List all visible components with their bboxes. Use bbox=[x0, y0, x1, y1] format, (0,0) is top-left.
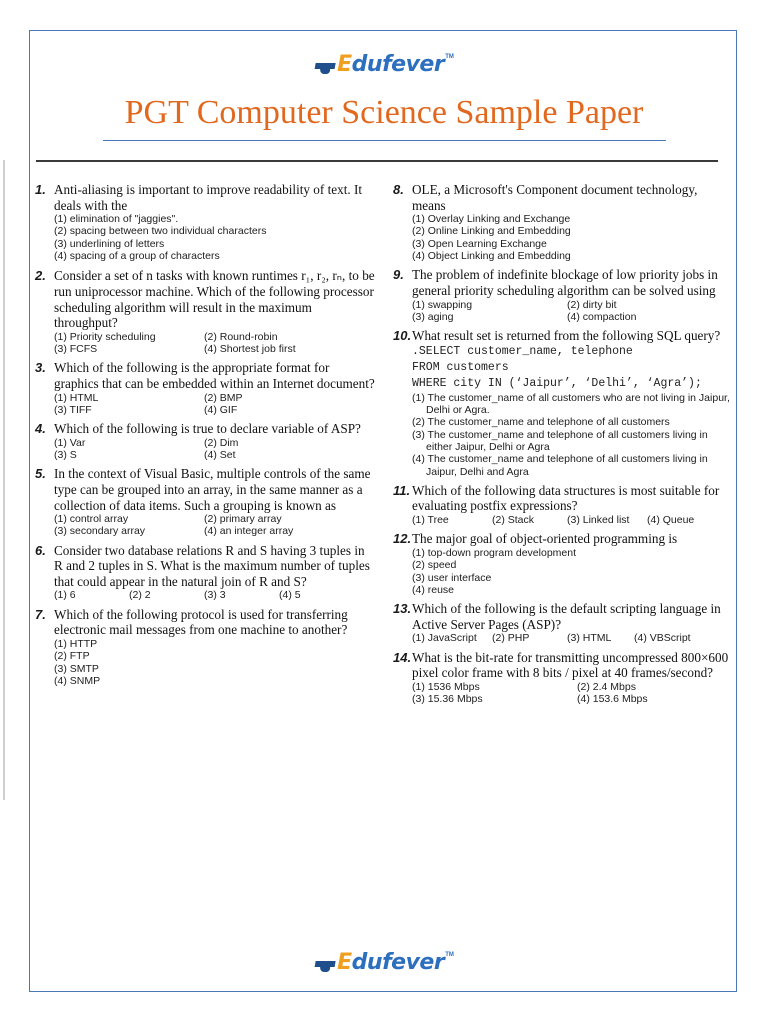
logo-wordmark: Edufever bbox=[337, 52, 445, 77]
option: (1) Var bbox=[54, 436, 86, 449]
option: (4) reuse bbox=[412, 583, 455, 596]
question-text: What result set is returned from the following SQL query? bbox=[412, 328, 721, 344]
trademark-mark: TM bbox=[445, 54, 454, 60]
question-number: 7. bbox=[35, 606, 46, 622]
option: (2) The customer_name and telephone of all customers bbox=[412, 416, 670, 429]
question-text: OLE, a Microsoft's Component document technology, means bbox=[412, 182, 698, 213]
question-2 bbox=[35, 268, 375, 355]
question-text: Which of the following data structures is most suitable for evaluating postfix expressions? bbox=[412, 482, 720, 514]
option: (1) HTTP bbox=[54, 637, 98, 650]
option: (3) underlining of letters bbox=[54, 237, 165, 250]
option: (3) FCFS bbox=[54, 343, 98, 356]
option: (2) Online Linking and Embedding bbox=[412, 225, 571, 238]
option: (1) Priority scheduling bbox=[54, 330, 156, 343]
option: (3) HTML bbox=[567, 632, 612, 645]
question-11 bbox=[393, 483, 733, 526]
question-7 bbox=[35, 607, 375, 687]
question-6 bbox=[35, 543, 375, 602]
question-number: 14. bbox=[393, 649, 412, 665]
question-13 bbox=[393, 601, 733, 644]
question-1 bbox=[35, 182, 375, 262]
sql-line: .SELECT customer_name, telephone bbox=[412, 344, 633, 358]
question-number: 12. bbox=[393, 531, 412, 547]
question-text: Which of the following is true to declare variable of ASP? bbox=[54, 421, 361, 437]
logo-wordmark: Edufever bbox=[337, 950, 445, 975]
question-number: 1. bbox=[35, 182, 46, 197]
option: (1) HTML bbox=[54, 391, 99, 404]
option: (1) swapping bbox=[412, 298, 473, 311]
question-12 bbox=[393, 531, 733, 596]
graduation-cap-icon bbox=[314, 961, 336, 975]
question-number: 2. bbox=[35, 268, 46, 284]
edufever-logo-top bbox=[314, 52, 454, 77]
option: (1) 1536 Mbps bbox=[412, 680, 480, 693]
option: (1) Overlay Linking and Exchange bbox=[412, 213, 571, 226]
page-title: PGT Computer Science Sample Paper bbox=[124, 94, 644, 131]
option: (3) S bbox=[54, 449, 77, 462]
question-number: 4. bbox=[35, 421, 46, 437]
question-text: Anti-aliasing is important to improve readability of text. It deals with the bbox=[54, 182, 363, 213]
option: (4) GIF bbox=[204, 403, 238, 416]
option: (4) compaction bbox=[567, 310, 637, 323]
option: (4) SNMP bbox=[54, 674, 101, 687]
option: (2) FTP bbox=[54, 650, 90, 663]
option: (4) an integer array bbox=[204, 525, 294, 538]
option: (1) control array bbox=[54, 513, 129, 526]
question-number: 3. bbox=[35, 360, 46, 376]
question-3 bbox=[35, 360, 375, 416]
question-5 bbox=[35, 466, 375, 537]
option: (4) Queue bbox=[647, 514, 695, 527]
question-14 bbox=[393, 650, 733, 706]
question-text: What is the bit-rate for transmitting uncompressed 800×600 pixel color frame with 8 bits / pixel at 40 frames/second? bbox=[412, 649, 729, 681]
option: (2) speed bbox=[412, 559, 457, 572]
option: (3) secondary array bbox=[54, 525, 146, 538]
option: (2) PHP bbox=[492, 632, 530, 645]
option: (4) 153.6 Mbps bbox=[577, 693, 648, 706]
sql-line: FROM customers bbox=[412, 360, 509, 374]
option: (3) 15.36 Mbps bbox=[412, 693, 483, 706]
trademark-mark: TM bbox=[445, 952, 454, 958]
question-text: The problem of indefinite blockage of low priority jobs in general priority scheduling algorithm can be solved using bbox=[412, 267, 718, 298]
option: (1) JavaScript bbox=[412, 632, 477, 645]
section-divider bbox=[36, 160, 718, 162]
option: (3) SMTP bbox=[54, 662, 99, 675]
option: (3) Open Learning Exchange bbox=[412, 237, 547, 250]
option: (3) 3 bbox=[204, 589, 226, 602]
question-10 bbox=[393, 328, 733, 478]
option: (3) The customer_name and telephone of all customers living in either Jaipur, Delhi or Agra bbox=[412, 428, 708, 453]
graduation-cap-icon bbox=[314, 63, 336, 77]
option: (4) Object Linking and Embedding bbox=[412, 250, 571, 263]
option: (2) dirty bit bbox=[567, 298, 617, 311]
question-number: 13. bbox=[393, 601, 412, 617]
question-number: 9. bbox=[393, 267, 404, 283]
question-number: 8. bbox=[393, 182, 404, 197]
option: (3) aging bbox=[412, 310, 454, 323]
option: (1) elimination of "jaggies". bbox=[54, 213, 179, 226]
option: (4) spacing of a group of characters bbox=[54, 250, 220, 263]
edufever-logo-bottom bbox=[314, 950, 454, 975]
option: (1) Tree bbox=[412, 514, 449, 527]
question-text: Consider two database relations R and S having 3 tuples in R and 2 tuples in S. What is the maximum number of tuples that could appear in the natural join of R and S? bbox=[54, 542, 370, 589]
question-number: 10. bbox=[393, 328, 412, 344]
option: (4) Shortest job first bbox=[204, 343, 296, 356]
question-text: In the context of Visual Basic, multiple controls of the same type can be grouped into an array, in the same manner as a collection of data items. Such a grouping is known as bbox=[54, 466, 371, 513]
question-number: 5. bbox=[35, 466, 46, 482]
question-text: Which of the following is the appropriate format for graphics that can be embedded within an Internet document? bbox=[54, 360, 375, 391]
option: (1) The customer_name of all customers who are not living in Jaipur, Delhi or Agra. bbox=[412, 391, 730, 417]
left-column bbox=[35, 182, 375, 687]
option: (2) BMP bbox=[204, 391, 243, 404]
option: (4) VBScript bbox=[634, 632, 691, 645]
question-8 bbox=[393, 182, 733, 262]
question-number: 11. bbox=[393, 482, 411, 498]
option: (2) Round-robin bbox=[204, 330, 278, 343]
title-underline bbox=[103, 140, 666, 141]
option: (2) Dim bbox=[204, 436, 239, 449]
question-text: Which of the following is the default scripting language in Active Server Pages (ASP)? bbox=[412, 601, 721, 632]
option: (2) 2 bbox=[129, 589, 151, 602]
option: (3) Linked list bbox=[567, 514, 630, 527]
option: (2) spacing between two individual characters bbox=[54, 225, 267, 238]
option: (1) 6 bbox=[54, 589, 76, 602]
option: (3) TIFF bbox=[54, 403, 92, 416]
question-text: The major goal of object-oriented programming is bbox=[412, 531, 678, 547]
sql-line: WHERE city IN (‘Jaipur’, ‘Delhi’, ‘Agra’); bbox=[412, 376, 702, 390]
option: (2) 2.4 Mbps bbox=[577, 680, 636, 693]
option: (3) user interface bbox=[412, 571, 492, 584]
right-column bbox=[393, 182, 733, 705]
question-text: Which of the following protocol is used for transferring electronic mail messages from one machine to another? bbox=[54, 606, 348, 638]
option: (1) top-down program development bbox=[412, 546, 577, 559]
option: (2) Stack bbox=[492, 514, 535, 527]
option: (2) primary array bbox=[204, 513, 282, 526]
question-number: 6. bbox=[35, 542, 46, 558]
option: (4) The customer_name and telephone of all customers living in Jaipur, Delhi and Agra bbox=[412, 453, 708, 478]
option: (4) Set bbox=[204, 449, 236, 462]
scan-edge-mark bbox=[3, 160, 5, 800]
option: (4) 5 bbox=[279, 589, 301, 602]
question-text: Consider a set of n tasks with known runtimes r₁, r₂, rₙ, to be run uniprocessor machine. Which of the following processor scheduling algorithm will result in the maximum throughput? bbox=[54, 268, 375, 331]
question-4 bbox=[35, 421, 375, 461]
question-9 bbox=[393, 267, 733, 323]
